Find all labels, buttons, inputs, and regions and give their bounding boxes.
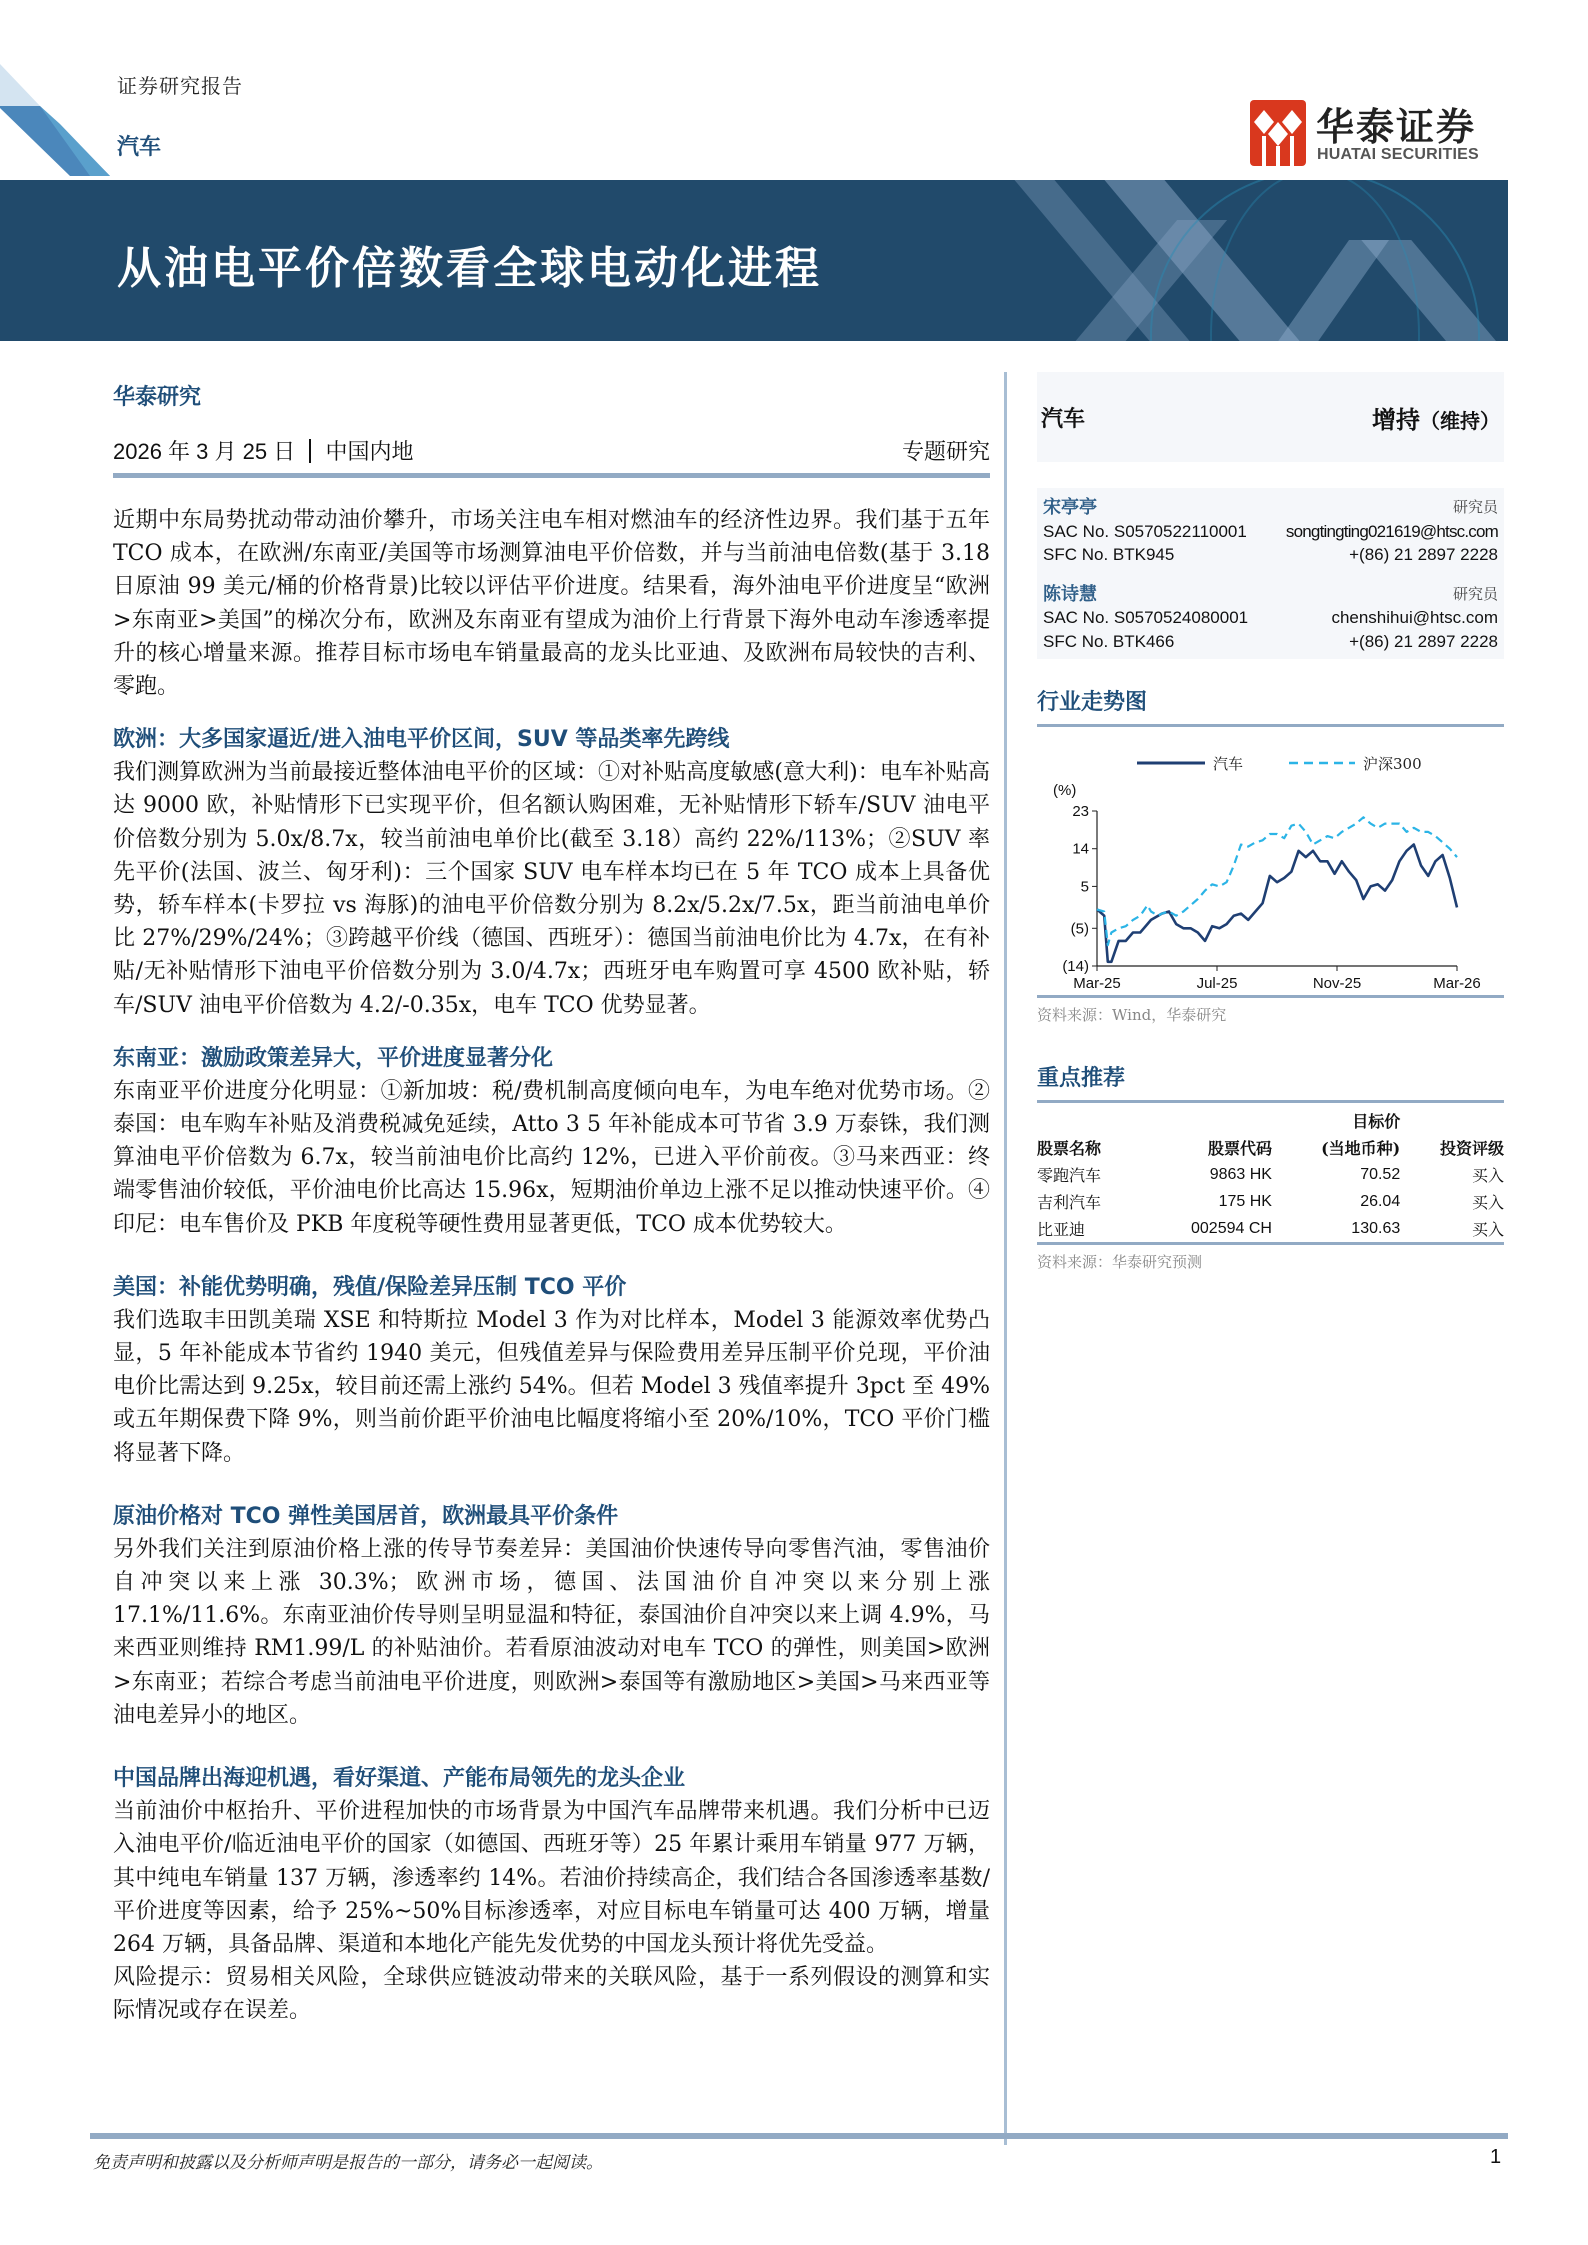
date-separator [309,439,311,463]
report-region: 中国内地 [325,440,414,465]
sidebar [1037,372,1504,1272]
main-content [113,380,990,2028]
section-body: 我们测算欧洲为当前最接近整体油电平价的区域：①对补贴高度敏感(意大利)：电车补贴高达 9000 欧，补贴情形下已实现平价，但名额认购困难，无补贴情形下轿车/SUV 油电平价倍数分别为 5.0x/8.7x，较当前油电单价比(截至 3.18）高约 22%/113%；②SUV 率先平价(法国、波兰、匈牙利)：三个国家 SUV 电车样本均已在 5 年 TCO 成本上具备优势，轿车样本(卡罗拉 vs 海豚)的油电平价倍数分别为 8.2x/5.2x/7.5x，距当前油电单价比 27%/29%/24%；③跨越平价线（德国、西班牙）：德国当前油电价比为 4.7x，在有补贴/无补贴情形下油电平价倍数分别为 3.0/4.7x；西班牙电车购置可享 4500 欧补贴，轿车/SUV 油电平价倍数为 4.2/-0.35x，电车 TCO 优势显著。 [113,760,990,1018]
section-heading: 美国：补能优势明确，残值/保险差异压制 TCO 平价 [113,1274,627,1300]
analyst-title: 研究员 [1452,498,1498,516]
company-logo [1250,100,1510,168]
report-type: 专题研究 [901,440,990,465]
section-heading: 东南亚：激励政策差异大，平价进度显著分化 [113,1045,554,1071]
stock-name: 比亚迪 [1037,1220,1086,1239]
logo-text-en: HUATAI SECURITIES [1317,146,1479,163]
analyst-card [1043,496,1498,567]
analyst-list [1037,488,1504,659]
stock-name: 吉利汽车 [1037,1193,1102,1212]
section-china-brands [113,1762,990,2027]
stock-rating: 买入 [1471,1220,1504,1239]
page-title: 从油电平价倍数看全球电动化进程 [117,243,822,294]
table-row [1037,1161,1504,1188]
header-decoration [0,64,110,176]
org-name: 华泰研究 [113,384,202,410]
rating-value: 增持 [1372,405,1420,434]
recommendations-block [1037,1061,1504,1272]
svg-text:Jul-25: Jul-25 [1196,975,1238,991]
summary-paragraph: 近期中东局势扰动带动油价攀升，市场关注电车相对燃油车的经济性边界。我们基于五年 TCO 成本，在欧洲/东南亚/美国等市场测算油电平价倍数，并与当前油电倍数(基于 3.18 日原油 99 美元/桶的价格背景)比较以评估平价进度。结果看，海外油电平价进度呈“欧洲>东南亚>美国”的梯次分布，欧洲及东南亚有望成为油价上行背景下海外电动车渗透率提升的核心增量来源。推荐目标市场电车销量最高的龙头比亚迪、及欧洲布局较快的吉利、零跑。 [113,508,990,700]
stock-rating: 买入 [1471,1193,1504,1212]
stock-code: 002594 CH [1191,1219,1272,1237]
rating-note: （维持） [1420,409,1500,433]
doc-type-label: 证券研究报告 [117,74,243,98]
analyst-sac: SAC No. S0570524080001 [1043,608,1249,627]
recommendations-table [1037,1107,1504,1245]
rating-box [1037,372,1504,462]
analyst-sfc: SFC No. BTK466 [1043,631,1175,651]
recommendations-source: 资料来源：华泰研究预测 [1037,1253,1203,1271]
table-row [1037,1188,1504,1215]
section-body: 当前油价中枢抬升、平价进程加快的市场背景为中国汽车品牌带来机遇。我们分析中已迈入油电平价/临近油电平价的国家（如德国、西班牙等）25 年累计乘用车销量 977 万辆，其中纯电车销量 137 万辆，渗透率约 14%。若油价持续高企，我们结合各国渗透率基数/平价进度等因素，给予 25%~50%目标渗透率，对应目标电车销量可达 400 万辆，增量 264 万辆，具备品牌、渠道和本地化产能先发优势的中国龙头预计将优先受益。 [113,1799,990,1957]
col-name: 股票名称 [1037,1139,1102,1158]
svg-text:Nov-25: Nov-25 [1312,975,1362,991]
analyst-sac: SAC No. S0570522110001 [1043,521,1247,541]
section-heading: 中国品牌出海迎机遇，看好渠道、产能布局领先的龙头企业 [113,1766,686,1792]
stock-name: 零跑汽车 [1037,1166,1102,1185]
trend-chart-block [1037,685,1504,1025]
section-heading: 欧洲：大多国家逼近/进入油电平价区间，SUV 等品类率先跨线 [113,727,730,753]
svg-text:(14): (14) [1062,958,1089,975]
analyst-name: 陈诗慧 [1043,583,1097,605]
target-price: 130.63 [1351,1219,1401,1237]
trend-line-chart [1037,731,1504,991]
col-target-bottom: (当地币种) [1321,1139,1401,1158]
analyst-email[interactable]: chenshihui@htsc.com [1331,608,1498,627]
divider [113,473,990,478]
logo-text-cn: 华泰证券 [1316,105,1477,149]
stock-rating: 买入 [1471,1166,1504,1185]
trend-chart-title: 行业走势图 [1037,685,1504,727]
svg-text:汽车: 汽车 [1213,755,1244,773]
date-line [113,435,990,467]
page-number: 1 [1490,2146,1502,2168]
section-body: 我们选取丰田凯美瑞 XSE 和特斯拉 Model 3 作为对比样本，Model 3 能源效率优势凸显，5 年补能成本节省约 1940 美元，但残值差异与保险费用差异压制平价兑现，平价油电价比需达到 9.25x，较目前还需上涨约 54%。但若 Model 3 残值率提升 3pct 至 49%或五年期保费下降 9%，则当前价距平价油电比幅度将缩小至 20%/10%，TCO 平价门槛将显著下降。 [113,1307,990,1466]
stock-code: 175 HK [1218,1192,1272,1210]
section-southeast-asia [113,1042,990,1241]
diagonal-stripe-icon [0,64,110,176]
col-target-top: 目标价 [1352,1112,1401,1131]
svg-text:5: 5 [1080,878,1089,896]
section-usa [113,1271,990,1470]
section-oil-elasticity [113,1500,990,1732]
disclaimer-text: 免责声明和披露以及分析师声明是报告的一部分，请务必一起阅读。 [93,2153,603,2173]
svg-text:14: 14 [1072,840,1089,858]
table-row [1037,1215,1504,1244]
target-price: 26.04 [1360,1192,1401,1210]
section-body: 东南亚平价进度分化明显：①新加坡：税/费机制高度倾向电车，为电车绝对优势市场。②泰国：电车购车补贴及消费税减免延续，Atto 3 5 年补能成本可节省 3.9 万泰铢，我们测算油电平价倍数为 6.7x，较当前油电价比高约 12%，已进入平价前夜。③马来西亚：终端零售油价较低，平价油电价比高达 15.96x，短期油价单边上涨不足以推动快速平价。④印尼：电车售价及 PKB 年度税等硬性费用显著更低，TCO 成本优势较大。 [113,1078,990,1237]
svg-text:沪深300: 沪深300 [1363,755,1422,773]
analyst-card [1043,583,1498,654]
col-rating: 投资评级 [1439,1139,1504,1158]
chart-source: 资料来源：Wind，华泰研究 [1037,1006,1227,1024]
svg-text:23: 23 [1072,803,1089,820]
analyst-phone: +(86) 21 2897 2228 [1349,631,1498,651]
analyst-sfc: SFC No. BTK945 [1043,545,1175,564]
svg-text:(%): (%) [1053,782,1077,799]
analyst-email[interactable]: songtingting021619@htsc.com [1285,521,1498,541]
column-divider [1004,372,1007,2145]
analyst-title: 研究员 [1452,584,1498,603]
analyst-phone: +(86) 21 2897 2228 [1349,545,1498,564]
svg-text:(5): (5) [1070,920,1089,938]
stock-code: 9863 HK [1209,1165,1272,1183]
logo-mark-icon [1250,100,1306,166]
target-price: 70.52 [1360,1165,1401,1183]
report-date: 2026 年 3 月 25 日 [113,439,296,464]
section-heading: 原油价格对 TCO 弹性美国居首，欧洲最具平价条件 [113,1503,619,1529]
recommendations-title: 重点推荐 [1037,1061,1504,1103]
sector-label: 汽车 [117,134,162,160]
footer-divider [90,2133,1508,2139]
analyst-name: 宋亭亭 [1043,497,1097,518]
title-banner [0,180,1508,341]
svg-text:Mar-25: Mar-25 [1073,975,1121,991]
section-europe [113,723,990,1022]
sidebar-sector: 汽车 [1041,406,1086,432]
rating-badge [1372,400,1500,435]
svg-text:Mar-26: Mar-26 [1433,975,1481,991]
col-code: 股票代码 [1207,1139,1272,1158]
section-body: 另外我们关注到原油价格上涨的传导节奏差异：美国油价快速传导向零售汽油，零售油价自冲突以来上涨 30.3%；欧洲市场，德国、法国油价自冲突以来分别上涨 17.1%/11.6%。东南亚油价传导则呈明显温和特征，泰国油价自冲突以来上调 4.9%，马来西亚则维持 RM1.99/L 的补贴油价。若看原油波动对电车 TCO 的弹性，则美国>欧洲>东南亚；若综合考虑当前油电平价进度，则欧洲>泰国等有激励地区>美国>马来西亚等油电差异小的地区。 [113,1536,990,1728]
risk-warning: 风险提示：贸易相关风险，全球供应链波动带来的关联风险，基于一系列假设的测算和实际情况或存在误差。 [113,1965,990,2024]
